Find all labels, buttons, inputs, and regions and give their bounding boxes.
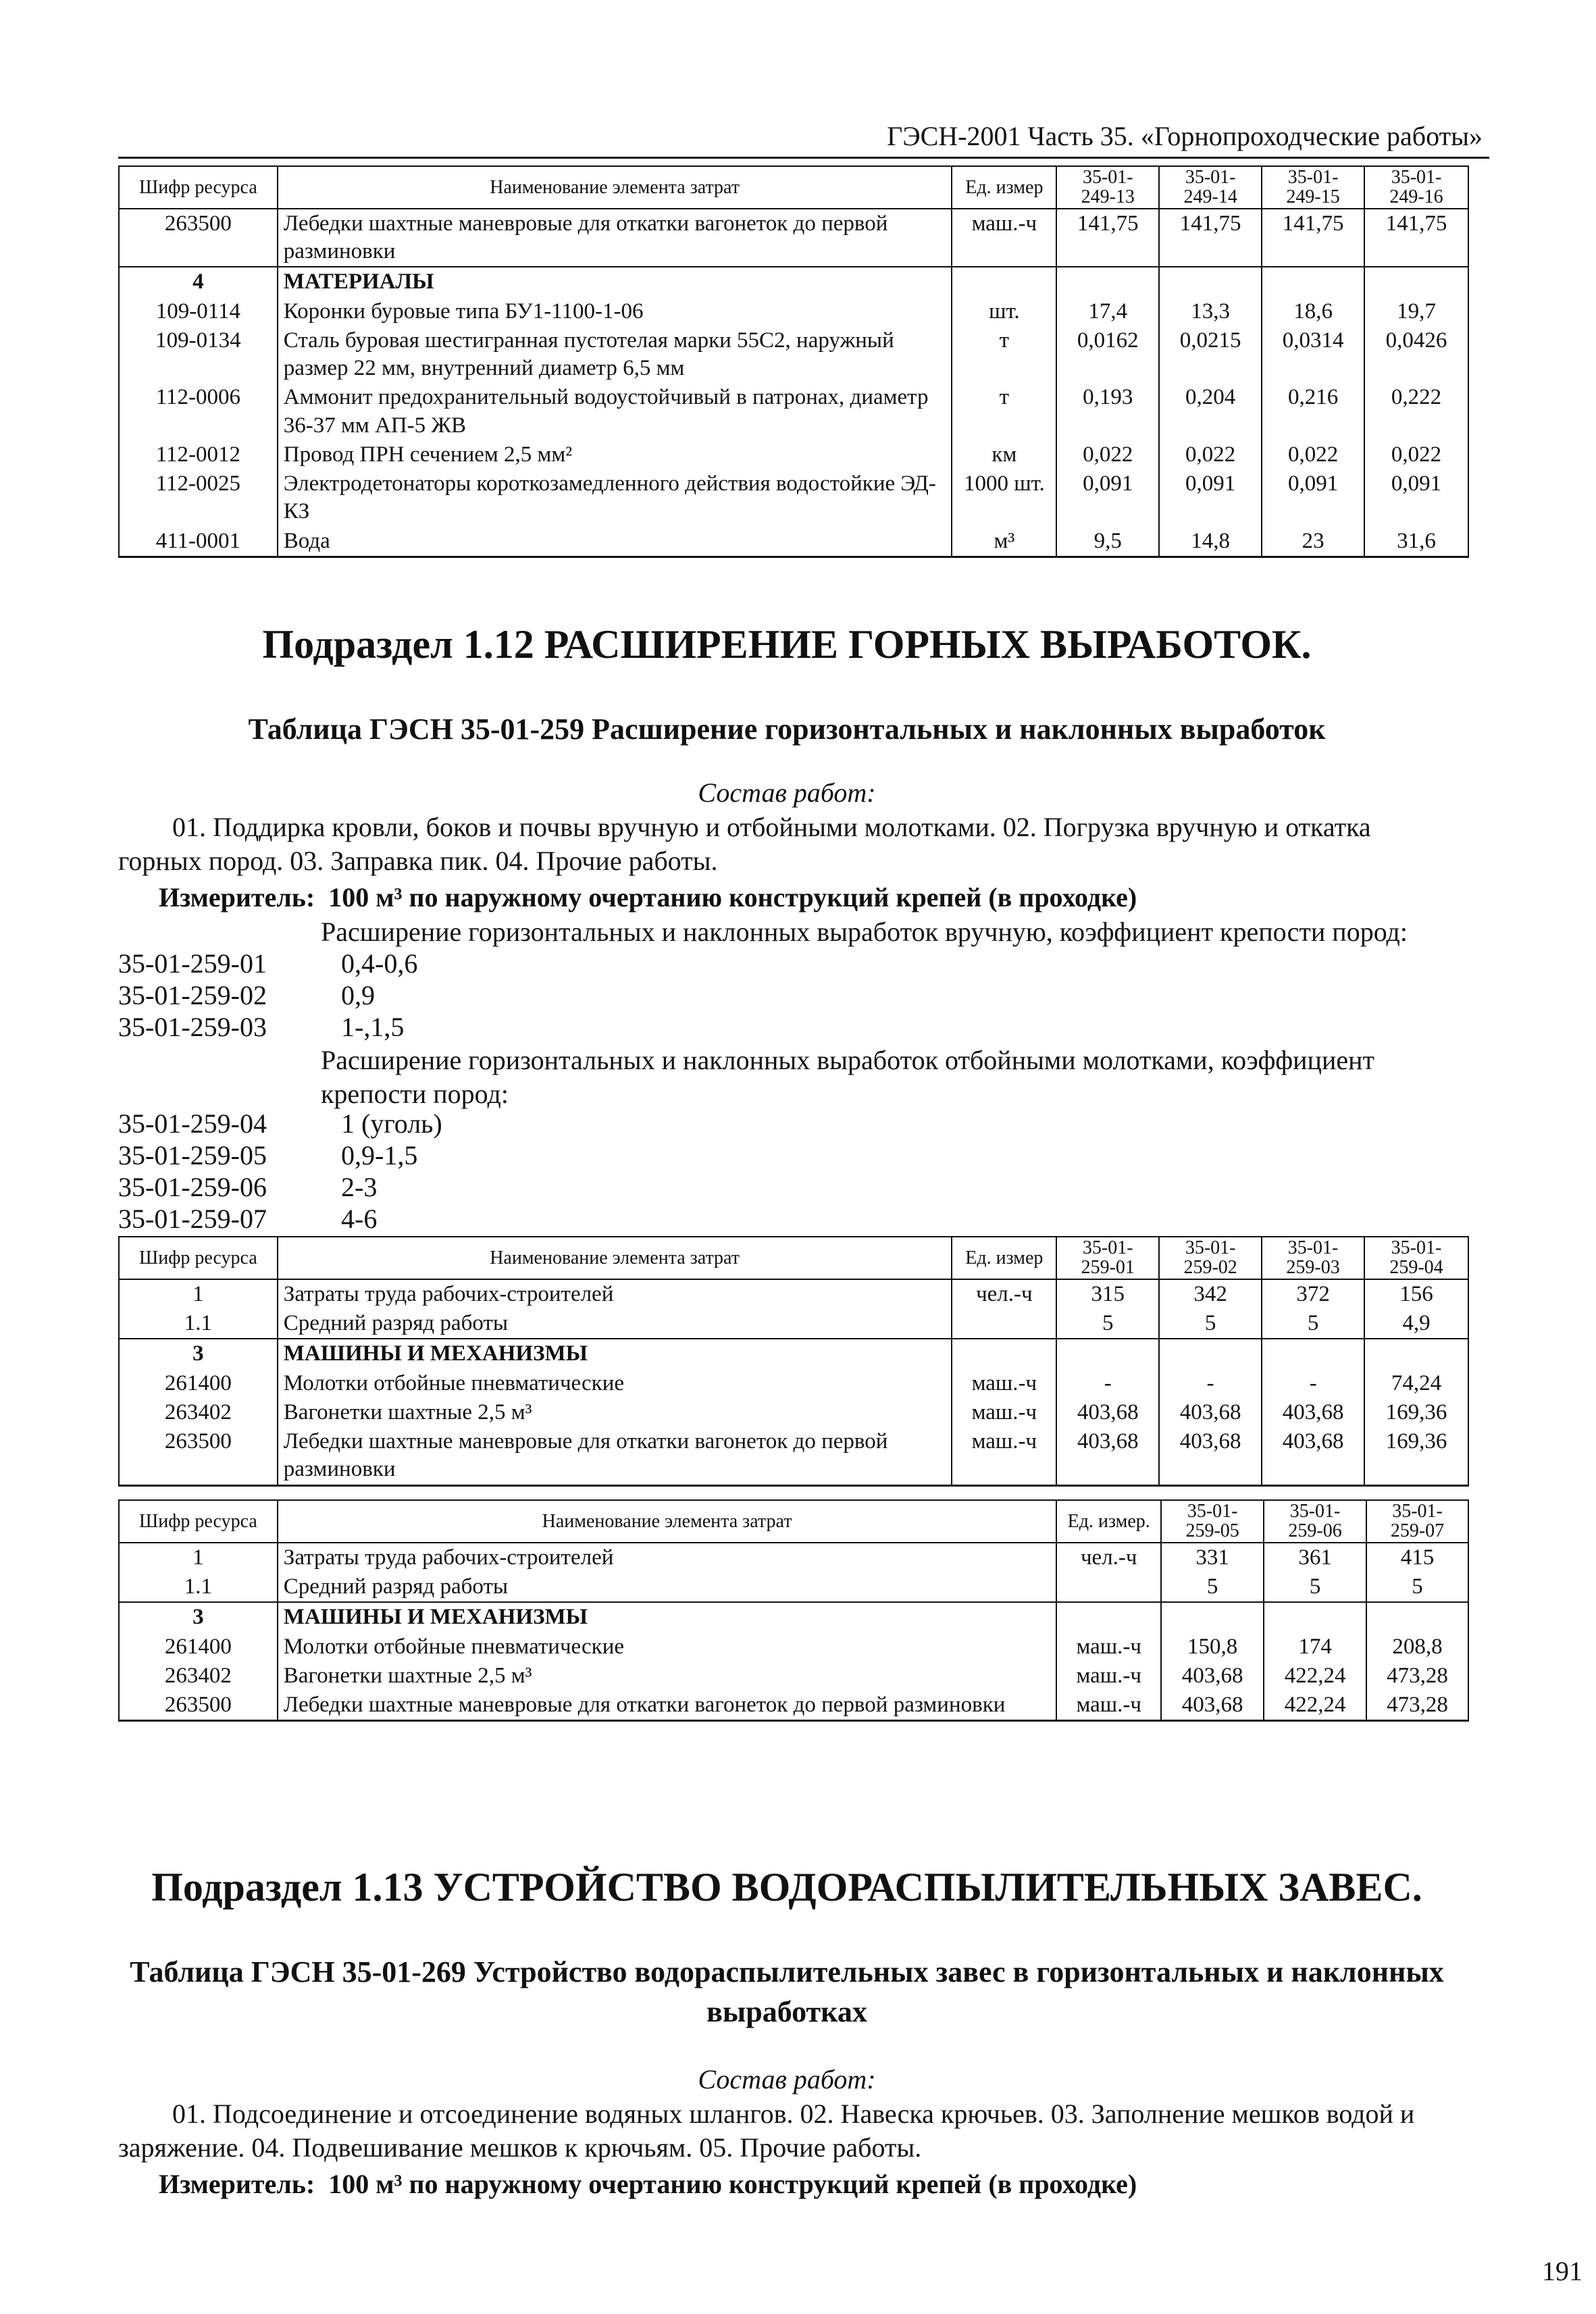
table-row: 1.1 Средний разряд работы 5 5 5 xyxy=(119,1572,1468,1602)
table-row: 263500 Лебедки шахтные маневровые для откатки вагонеток до первой разминовки маш.-ч 403,68 403,68 403,68 169,36 xyxy=(119,1427,1468,1485)
col-unit-header: Ед. измер xyxy=(952,1237,1056,1279)
meter-label: Измеритель: xyxy=(159,882,315,912)
table-row: 1 Затраты труда рабочих-строителей чел.-ч 315 342 372 156 xyxy=(119,1279,1468,1309)
table-title-269: Таблица ГЭСН 35-01-269 Устройство водораспылительных завес в горизонтальных и наклонных выработках xyxy=(130,1955,1444,2029)
table-row: 263500 Лебедки шахтные маневровые для откатки вагонеток до первой разминовки маш.-ч 141,75 141,75 141,75 141,75 xyxy=(119,209,1468,267)
col-name-header: Наименование элемента затрат xyxy=(278,1500,1057,1543)
table-row: 1 Затраты труда рабочих-строителей чел.-ч 331 361 415 xyxy=(119,1543,1468,1572)
subsection-title-1-13: Подраздел 1.13 УСТРОЙСТВО ВОДОРАСПЫЛИТЕЛЬНЫХ ЗАВЕС. xyxy=(151,1865,1422,1909)
col-value-header: 35-01- 259-01 xyxy=(1056,1237,1159,1279)
meter-text: 100 м³ по наружному очертанию конструкций крепей (в проходке) xyxy=(328,2169,1137,2199)
composition-text: 01. Поддирка кровли, боков и почвы вручную и отбойными молотками. 02. Погрузка вручную и откатка горных пород. 03. Заправка пик. 04. Прочие работы. xyxy=(118,812,1371,876)
table-row: 263402 Вагонетки шахтные 2,5 м³ маш.-ч 403,68 403,68 403,68 169,36 xyxy=(119,1398,1468,1427)
col-unit-header: Ед. измер xyxy=(952,166,1056,209)
col-value-header: 35-01- 259-03 xyxy=(1262,1237,1364,1279)
col-value-header: 35-01- 249-15 xyxy=(1262,166,1364,209)
col-value-header: 35-01- 259-06 xyxy=(1264,1500,1366,1543)
subsection-title-1-12: Подраздел 1.12 РАСШИРЕНИЕ ГОРНЫХ ВЫРАБОТОК. xyxy=(262,622,1312,667)
table-row: 261400 Молотки отбойные пневматические маш.-ч 150,8 174 208,8 xyxy=(119,1632,1468,1662)
col-value-header: 35-01- 249-16 xyxy=(1364,166,1468,209)
table-row: 261400 Молотки отбойные пневматические маш.-ч - - - 74,24 xyxy=(119,1369,1468,1398)
meter-label: Измеритель: xyxy=(159,2169,315,2199)
col-name-header: Наименование элемента затрат xyxy=(278,1237,952,1279)
page-number: 191 xyxy=(1542,2256,1582,2286)
table-row: 109-0114 Коронки буровые типа БУ1-1100-1-06 шт. 17,4 13,3 18,6 19,7 xyxy=(119,297,1468,326)
running-head: ГЭСН-2001 Часть 35. «Горнопроходческие работы» xyxy=(887,121,1483,151)
group1-title: Расширение горизонтальных и наклонных выработок вручную, коэффициент крепости пород: xyxy=(321,917,1408,947)
variant-row: 35-01-259-06 2-3 xyxy=(118,1172,378,1202)
resource-table-249 xyxy=(118,165,1469,558)
meter-line xyxy=(159,2168,1137,2200)
col-code-header: Шифр ресурса xyxy=(119,166,278,209)
col-unit-header: Ед. измер. xyxy=(1056,1500,1161,1543)
table-row: 263402 Вагонетки шахтные 2,5 м³ маш.-ч 403,68 422,24 473,28 xyxy=(119,1662,1468,1691)
col-code-header: Шифр ресурса xyxy=(119,1500,278,1543)
col-value-header: 35-01- 249-14 xyxy=(1159,166,1262,209)
table-row: 1.1 Средний разряд работы 5 5 5 4,9 xyxy=(119,1309,1468,1339)
table-row: 109-0134 Сталь буровая шестигранная пустотелая марки 55С2, наружный размер 22 мм, внутренний диаметр 6,5 мм т 0,0162 0,0215 0,0314 0,0426 xyxy=(119,326,1468,384)
variant-row: 35-01-259-07 4-6 xyxy=(118,1204,378,1234)
table-title-259: Таблица ГЭСН 35-01-259 Расширение горизонтальных и наклонных выработок xyxy=(248,713,1326,746)
variant-row: 35-01-259-05 0,9-1,5 xyxy=(118,1140,418,1171)
col-name-header: Наименование элемента затрат xyxy=(278,166,952,209)
composition-label: Состав работ: xyxy=(698,2064,876,2094)
col-value-header: 35-01- 259-02 xyxy=(1159,1237,1262,1279)
group2-title: Расширение горизонтальных и наклонных выработок отбойными молотками, коэффициент крепости пород: xyxy=(321,1045,1374,1109)
resource-table-259-b xyxy=(118,1499,1469,1722)
composition-label: Состав работ: xyxy=(698,777,876,808)
table-header-row xyxy=(119,166,1468,209)
variant-row: 35-01-259-02 0,9 xyxy=(118,980,375,1010)
variant-row: 35-01-259-01 0,4-0,6 xyxy=(118,948,418,979)
table-header-row xyxy=(119,1237,1468,1279)
composition-text: 01. Подсоединение и отсоединение водяных шлангов. 02. Навеска крючьев. 03. Заполнение мешков водой и заряжение. 04. Подвешивание мешков к крючьям. 05. Прочие работы. xyxy=(118,2099,1415,2163)
table-row: 263500 Лебедки шахтные маневровые для откатки вагонеток до первой разминовки маш.-ч 403,68 422,24 473,28 xyxy=(119,1691,1468,1721)
table-section-row: 3 МАШИНЫ И МЕХАНИЗМЫ xyxy=(119,1602,1468,1632)
table-header-row xyxy=(119,1500,1468,1543)
col-value-header: 35-01- 259-05 xyxy=(1161,1500,1264,1543)
variant-row: 35-01-259-04 1 (уголь) xyxy=(118,1108,442,1139)
header-rule xyxy=(118,157,1489,159)
col-value-header: 35-01- 259-07 xyxy=(1366,1500,1468,1543)
col-value-header: 35-01- 249-13 xyxy=(1056,166,1159,209)
table-section-row: 4 МАТЕРИАЛЫ xyxy=(119,267,1468,297)
table-row: 112-0006 Аммонит предохранительный водоустойчивый в патронах, диаметр 36-37 мм АП-5 ЖВ т 0,193 0,204 0,216 0,222 xyxy=(119,383,1468,440)
resource-table-259-a xyxy=(118,1236,1469,1487)
variant-row: 35-01-259-03 1-,1,5 xyxy=(118,1012,405,1042)
table-row: 112-0012 Провод ПРН сечением 2,5 мм² км 0,022 0,022 0,022 0,022 xyxy=(119,440,1468,469)
table-section-row: 3 МАШИНЫ И МЕХАНИЗМЫ xyxy=(119,1339,1468,1368)
table-row: 411-0001 Вода м³ 9,5 14,8 23 31,6 xyxy=(119,527,1468,557)
meter-line xyxy=(159,881,1137,913)
col-value-header: 35-01- 259-04 xyxy=(1364,1237,1468,1279)
meter-text: 100 м³ по наружному очертанию конструкций крепей (в проходке) xyxy=(328,882,1137,912)
table-row: 112-0025 Электродетонаторы короткозамедленного действия водостойкие ЭД-КЗ 1000 шт. 0,091 0,091 0,091 0,091 xyxy=(119,469,1468,527)
col-code-header: Шифр ресурса xyxy=(119,1237,278,1279)
